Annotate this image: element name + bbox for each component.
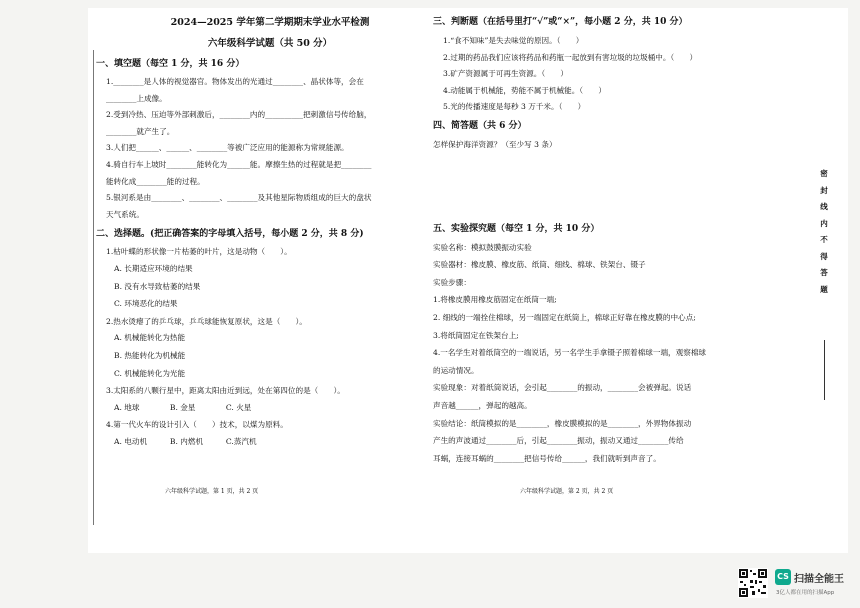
choice-q3: 3.太阳系的八颗行星中，距离太阳由近到远，处在第四位的是（ ）。 [106,386,345,396]
seal-line-notice [817,170,831,302]
choice-q1-option-b: B. 没有水导致枯萎的结果 [114,281,201,291]
page-2-footer: 六年级科学试题，第 2 页，共 2 页 [520,488,614,495]
experiment-conclusion-line1: 实验结论：纸筒模拟的是________，橡皮膜模拟的是________，外界物体振动 [433,418,692,428]
section-short-answer-heading: 四、简答题（共 6 分） [433,120,527,131]
choice-q2-option-c: C. 机械能转化为光能 [114,368,186,378]
fill-q1-line1: 1.________是人体的视觉器官。物体发出的光通过________、晶状体等，会在 [106,77,364,86]
experiment-step-2: 2. 细线的一端拴住棉球，另一端固定在纸筒上，棉球正好靠在橡皮膜的中心点; [433,312,696,322]
choice-q2: 2.热水烫瘪了的乒乓球，乒乓球能恢复原状，这是（ ）。 [106,316,307,326]
page-1-column [96,17,428,455]
exam-title: 2024—2025 学年第二学期期末学业水平检测 [170,17,370,28]
camscanner-logo-icon: CS [775,569,791,585]
section-true-false-heading: 三、判断题（在括号里打“√”或“×”，每小题 2 分，共 10 分） [433,17,688,27]
choice-q2-option-a: A. 机械能转化为热能 [114,333,186,343]
qr-code-icon [738,568,768,598]
choice-q4: 4.第一代火车的设计引入（ ）技术，以煤为原料。 [106,420,288,430]
true-false-q5: 5.光的传播速度是每秒 3 万千米。（ ） [443,102,586,112]
fill-q2-line1: 2.受到冷热、压迫等外部刺激后，________内的__________把刺激信号传给脑， [106,110,372,120]
camscanner-app-name: 扫描全能王 [794,574,844,585]
camscanner-tagline: 3亿人都在用的扫描App [776,590,835,596]
seal-char: 线 [820,202,828,211]
fill-q4-line1: 4.骑自行车上坡时________能转化为______能。摩擦生热的过程就是把________ [106,159,372,169]
experiment-name: 实验名称：模拟鼓膜振动实验 [433,242,532,252]
true-false-q3: 3.矿产资源属于可再生资源。（ ） [443,69,568,79]
binding-margin-line [93,50,94,525]
experiment-step-1: 1.将橡皮膜用橡皮筋固定在纸筒一端; [433,295,557,305]
seal-char: 不 [820,235,828,244]
true-false-q1: 1.“食不知味”是失去味觉的原因。（ ） [443,36,584,45]
section-experiment-heading: 五、实验探究题（每空 1 分，共 10 分） [433,223,600,234]
exam-subtitle: 六年级科学试题（共 50 分） [207,37,333,49]
choice-q1-option-a: A. 长期适应环境的结果 [114,263,193,273]
fill-q4-line2: 能转化成________能的过程。 [106,176,205,186]
page-2-column [433,18,763,472]
experiment-conclusion-line2: 产生的声波通过________后，引起________振动，振动又通过________传给 [433,436,684,446]
section-choice-heading: 二、选择题。(把正确答案的字母填入括号，每小题 2 分，共 8 分) [96,229,364,240]
experiment-phenomenon-line2: 声音越______，弹起的越高。 [433,400,532,410]
seal-dashed-line [824,340,825,400]
true-false-q2: 2.过期的药品我们应该将药品和药瓶一起放到有害垃圾的垃圾桶中。（ ） [443,52,698,62]
experiment-step-4-line1: 4.一名学生对着纸筒空的一端说话，另一名学生手拿镊子照着棉球一端，观察棉球 [433,348,707,358]
seal-char: 密 [820,169,828,178]
choice-q1: 1.枯叶蝶的形状像一片枯萎的叶片，这是动物（ ）。 [106,247,292,257]
choice-q1-option-c: C. 环境恶化的结果 [114,299,178,309]
choice-q3-options: A. 地球 B. 金星 C. 火星 [114,402,252,412]
experiment-materials: 实验器材：橡皮膜、橡皮筋、纸筒、细线、棉球、铁架台、镊子 [433,260,646,270]
fill-q2-line2: ________就产生了。 [106,126,175,136]
short-answer-question: 怎样保护海洋资源？（至少写 3 条） [433,139,557,149]
experiment-steps-label: 实验步骤： [433,277,471,287]
seal-char: 题 [820,284,828,294]
seal-char: 内 [820,218,828,228]
choice-q2-option-b: B. 热能转化为机械能 [114,350,186,360]
seal-char: 封 [820,185,828,195]
fill-q1-line2: ________上成像。 [106,93,167,103]
choice-q4-options: A. 电动机 B. 内燃机 C.蒸汽机 [114,436,257,446]
page-1-footer: 六年级科学试题，第 1 页，共 2 页 [165,488,259,495]
seal-char: 得 [820,251,828,261]
experiment-phenomenon-line1: 实验现象：对着纸筒说话，会引起________的振动，________会被弹起。说话 [433,383,692,393]
seal-char: 答 [820,268,828,277]
experiment-conclusion-line3: 耳蜗，连接耳蜗的________把信号传给______，我们就听到声音了。 [433,453,661,463]
section-fill-blank-heading: 一、填空题（每空 1 分，共 16 分） [96,59,245,69]
fill-q5-line2: 天气系统。 [106,209,144,219]
true-false-q4: 4.动能属于机械能，势能不属于机械能。（ ） [443,85,606,95]
fill-q5-line1: 5.银河系是由________、________、________及其他星际物质组成的巨大的盘状 [106,193,372,203]
experiment-step-4-line2: 的运动情况。 [433,365,479,375]
experiment-step-3: 3.将纸筒固定在铁架台上; [433,330,519,340]
fill-q3: 3.人们把______、______、________等被广泛应用的能源称为常规能源。 [106,143,349,153]
